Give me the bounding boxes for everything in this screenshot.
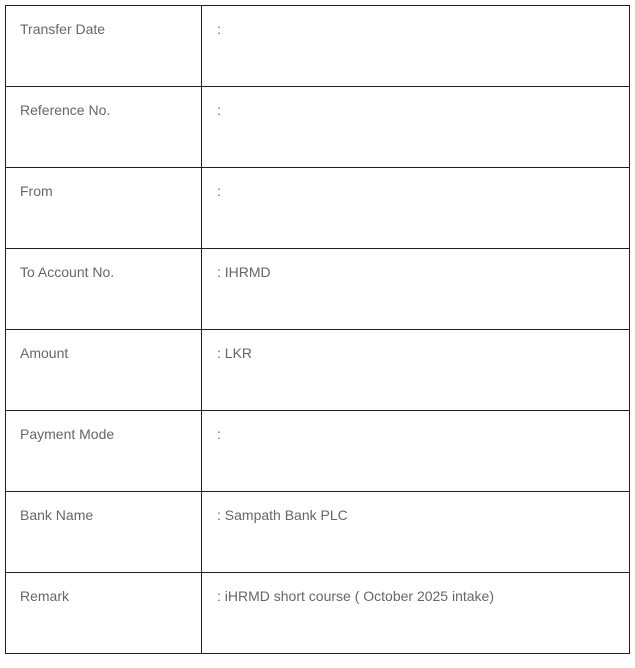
table-row (6, 249, 630, 330)
transfer-date-label: Transfer Date (6, 6, 202, 87)
amount-value: : LKR (202, 330, 630, 411)
transfer-date-value: : (202, 6, 630, 87)
table-row (6, 411, 630, 492)
bank-name-label: Bank Name (6, 492, 202, 573)
table-row (6, 573, 630, 654)
remark-label: Remark (6, 573, 202, 654)
amount-label: Amount (6, 330, 202, 411)
bank-name-value: : Sampath Bank PLC (202, 492, 630, 573)
payment-mode-label: Payment Mode (6, 411, 202, 492)
table-row (6, 87, 630, 168)
to-account-no-value: : IHRMD (202, 249, 630, 330)
table-row (6, 6, 630, 87)
remark-value: : iHRMD short course ( October 2025 intake) (202, 573, 630, 654)
table-row (6, 168, 630, 249)
from-label: From (6, 168, 202, 249)
table-row (6, 492, 630, 573)
to-account-no-label: To Account No. (6, 249, 202, 330)
from-value: : (202, 168, 630, 249)
bank-transfer-details-table (5, 5, 630, 654)
payment-mode-value: : (202, 411, 630, 492)
table-row (6, 330, 630, 411)
reference-no-label: Reference No. (6, 87, 202, 168)
reference-no-value: : (202, 87, 630, 168)
